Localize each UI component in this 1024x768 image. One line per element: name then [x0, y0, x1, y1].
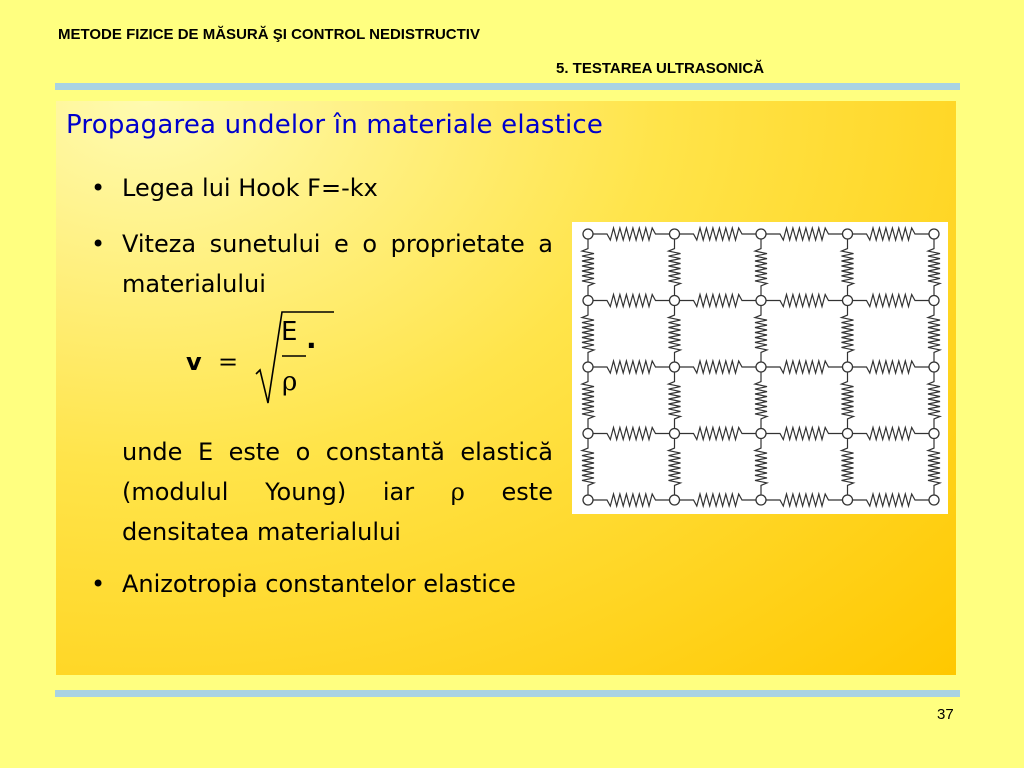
spring-line	[588, 228, 675, 240]
spring-lattice-icon	[572, 222, 948, 514]
top-divider	[55, 83, 960, 90]
spring-line	[582, 234, 594, 301]
bullet-sound-speed	[91, 224, 553, 304]
lattice-node	[756, 429, 766, 439]
bullet-text: Legea lui Hook F=-kx	[122, 174, 378, 202]
spring-line	[842, 301, 854, 368]
formula-lhs: v	[186, 348, 202, 376]
spring-line	[675, 295, 762, 307]
spring-line	[755, 301, 767, 368]
lattice-node	[843, 495, 853, 505]
spring-line	[582, 367, 594, 434]
lattice-node	[583, 495, 593, 505]
page-number: 37	[937, 706, 954, 723]
spring-line	[588, 428, 675, 440]
lattice-node	[583, 429, 593, 439]
lattice-node	[929, 495, 939, 505]
spring-line	[848, 428, 935, 440]
bullet-text: Anizotropia constantelor elastice	[122, 570, 516, 598]
lattice-node	[583, 362, 593, 372]
spring-line	[588, 361, 675, 373]
spring-line	[675, 228, 762, 240]
formula-numerator: E	[281, 317, 298, 347]
lattice-node	[670, 229, 680, 239]
velocity-formula	[91, 304, 553, 432]
lattice-node	[929, 296, 939, 306]
spring-line	[848, 295, 935, 307]
lattice-node	[756, 495, 766, 505]
lattice-node	[583, 296, 593, 306]
spring-line	[755, 367, 767, 434]
spring-line	[848, 361, 935, 373]
spring-line	[761, 428, 848, 440]
formula-denominator: ρ	[282, 367, 298, 397]
bullet-hooke-law	[91, 168, 553, 208]
sqrt-icon	[254, 308, 374, 408]
spring-line	[675, 361, 762, 373]
lattice-node	[929, 229, 939, 239]
rho-symbol: ρ	[450, 478, 465, 506]
bullet-anisotropy	[91, 564, 553, 604]
spring-line	[755, 434, 767, 501]
bullet-dot: •	[91, 174, 106, 202]
spring-line	[675, 428, 762, 440]
lattice-node	[756, 296, 766, 306]
spring-line	[928, 301, 940, 368]
spring-line	[669, 301, 681, 368]
lattice-node	[670, 495, 680, 505]
explanation-text-2: este densitatea materialului	[122, 478, 553, 546]
spring-line	[761, 361, 848, 373]
lattice-node	[843, 229, 853, 239]
slide-content	[91, 168, 553, 604]
explanation-text-1: unde E este o constantă elastică (modulul Young) iar	[122, 438, 553, 506]
formula-trailing-dot: .	[306, 322, 317, 355]
bullet-text: Viteza sunetului e o proprietate a materialului	[122, 230, 553, 298]
formula-equals: =	[218, 348, 239, 376]
spring-line	[588, 295, 675, 307]
spring-line	[928, 434, 940, 501]
spring-line	[928, 234, 940, 301]
lattice-node	[583, 229, 593, 239]
spring-line	[582, 434, 594, 501]
spring-line	[842, 234, 854, 301]
spring-line	[761, 228, 848, 240]
formula-explanation	[91, 432, 553, 552]
lattice-node	[756, 229, 766, 239]
lattice-node	[929, 429, 939, 439]
spring-line	[848, 228, 935, 240]
spring-line	[669, 434, 681, 501]
lattice-node	[756, 362, 766, 372]
spring-line	[928, 367, 940, 434]
spring-line	[675, 494, 762, 506]
lattice-node	[843, 429, 853, 439]
lattice-node	[670, 362, 680, 372]
spring-line	[842, 367, 854, 434]
lattice-node	[670, 296, 680, 306]
spring-lattice-image	[572, 222, 948, 514]
spring-line	[848, 494, 935, 506]
bottom-divider	[55, 690, 960, 697]
lattice-node	[670, 429, 680, 439]
spring-line	[761, 295, 848, 307]
spring-line	[761, 494, 848, 506]
lattice-node	[929, 362, 939, 372]
chapter-subtitle: 5. TESTAREA ULTRASONICĂ	[556, 60, 765, 77]
presentation-title: METODE FIZICE DE MĂSURĂ ŞI CONTROL NEDISTRUCTIV	[58, 26, 480, 43]
bullet-dot: •	[91, 230, 106, 258]
slide-title: Propagarea undelor în materiale elastice	[66, 110, 604, 140]
spring-line	[842, 434, 854, 501]
spring-line	[669, 367, 681, 434]
lattice-node	[843, 362, 853, 372]
bullet-dot: •	[91, 570, 106, 598]
spring-line	[582, 301, 594, 368]
spring-line	[588, 494, 675, 506]
spring-line	[669, 234, 681, 301]
spring-line	[755, 234, 767, 301]
lattice-node	[843, 296, 853, 306]
